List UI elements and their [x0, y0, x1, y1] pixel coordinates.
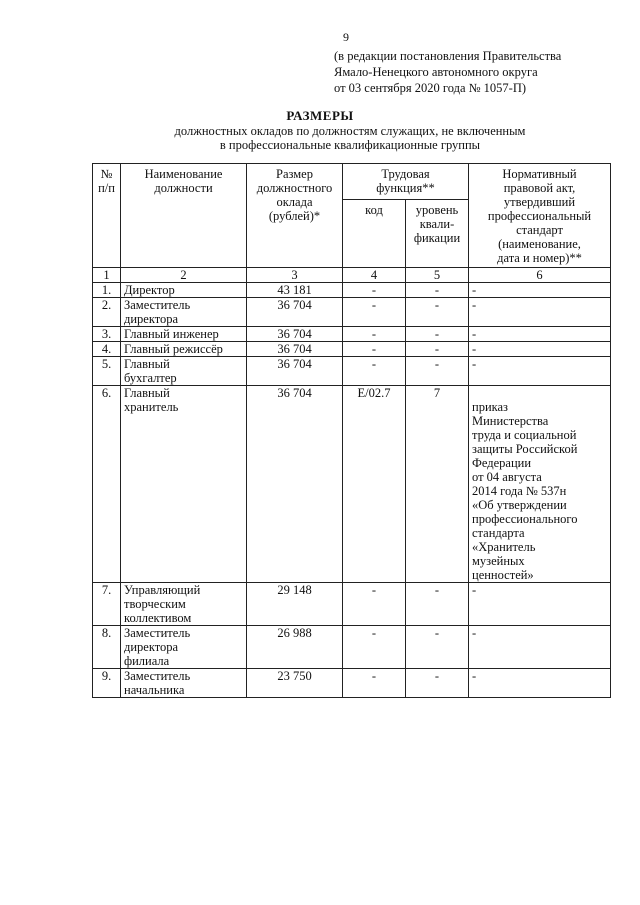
qualification-level: - [406, 327, 469, 342]
salary-value: 36 704 [247, 386, 343, 583]
header-line: должности [154, 181, 213, 195]
header-line: функция** [376, 181, 435, 195]
table-row [93, 626, 611, 669]
amendment-note [334, 48, 634, 96]
normative-act [469, 327, 611, 342]
cell-line: Главный [124, 386, 170, 400]
cell-line: филиала [124, 654, 170, 668]
salary-value: 43 181 [247, 283, 343, 298]
cell-line: директора [124, 312, 179, 326]
cell-line: хранитель [124, 400, 179, 414]
table-row [93, 583, 611, 626]
position-name [121, 298, 247, 327]
row-number: 8. [93, 626, 121, 669]
cell-line: - [472, 298, 477, 312]
page-number: 9 [343, 30, 349, 44]
header-line: п/п [98, 181, 115, 195]
normative-act [469, 283, 611, 298]
cell-line: бухгалтер [124, 371, 177, 385]
cell-line: - [472, 669, 477, 683]
normative-act [469, 357, 611, 386]
cell-line: стандарта [472, 526, 525, 540]
position-name [121, 357, 247, 386]
header-line: дата и номер)** [497, 251, 582, 265]
function-code: - [343, 583, 406, 626]
cell-line: - [472, 342, 477, 356]
header-line: должностного [256, 181, 333, 195]
cell-line: приказ [472, 400, 508, 414]
note-line: (в редакции постановления Правительства [334, 49, 562, 63]
cell-line: Федерации [472, 456, 532, 470]
row-number: 9. [93, 669, 121, 698]
function-code: - [343, 626, 406, 669]
cell-line: - [472, 357, 477, 371]
header-line: Размер [276, 167, 313, 181]
table-row [93, 342, 611, 357]
row-number: 1. [93, 283, 121, 298]
salary-value: 36 704 [247, 298, 343, 327]
qualification-level: 7 [406, 386, 469, 583]
salary-value: 36 704 [247, 342, 343, 357]
note-line: Ямало-Ненецкого автономного округа [334, 65, 538, 79]
row-number: 6. [93, 386, 121, 583]
position-name [121, 283, 247, 298]
position-name [121, 669, 247, 698]
cell-line: коллективом [124, 611, 192, 625]
header-line: № [100, 167, 113, 181]
header-line: Трудовая [381, 167, 430, 181]
function-code: - [343, 342, 406, 357]
table-row [93, 283, 611, 298]
table-row [93, 386, 611, 583]
header-line: фикации [413, 231, 461, 245]
column-index: 2 [121, 268, 247, 283]
position-name [121, 583, 247, 626]
cell-line: - [472, 583, 477, 597]
subtitle-line: в профессиональные квалификационные группы [219, 138, 481, 152]
row-number: 5. [93, 357, 121, 386]
cell-line: 2014 года № 537н [472, 484, 567, 498]
cell-line: от 04 августа [472, 470, 542, 484]
normative-act [469, 626, 611, 669]
header-line: квали- [419, 217, 455, 231]
function-code: - [343, 327, 406, 342]
cell-line: «Об утверждении [472, 498, 567, 512]
header-line: уровень [415, 203, 459, 217]
header-line: профессиональный [487, 209, 592, 223]
cell-line: творческим [124, 597, 186, 611]
normative-act [469, 342, 611, 357]
column-index: 4 [343, 268, 406, 283]
header-act [469, 164, 611, 268]
qualification-level: - [406, 342, 469, 357]
cell-line: начальника [124, 683, 185, 697]
column-index: 6 [469, 268, 611, 283]
row-number: 7. [93, 583, 121, 626]
normative-act [469, 386, 611, 583]
salary-value: 36 704 [247, 327, 343, 342]
column-index: 5 [406, 268, 469, 283]
cell-line: - [472, 327, 477, 341]
header-line: Наименование [144, 167, 223, 181]
function-code: - [343, 357, 406, 386]
cell-line: директора [124, 640, 179, 654]
document-title: РАЗМЕРЫ [286, 108, 354, 123]
salary-value: 36 704 [247, 357, 343, 386]
cell-line: Управляющий [124, 583, 201, 597]
salary-table [92, 163, 611, 698]
header-function [343, 164, 469, 200]
column-index: 1 [93, 268, 121, 283]
header-line: оклада [276, 195, 313, 209]
qualification-level: - [406, 583, 469, 626]
salary-value: 23 750 [247, 669, 343, 698]
cell-line: профессионального [472, 512, 578, 526]
cell-line: Министерства [472, 414, 549, 428]
row-number: 4. [93, 342, 121, 357]
qualification-level: - [406, 669, 469, 698]
function-code: - [343, 283, 406, 298]
qualification-level: - [406, 283, 469, 298]
normative-act [469, 583, 611, 626]
header-level [406, 200, 469, 268]
header-num [93, 164, 121, 268]
cell-line: - [472, 626, 477, 640]
cell-line: Директор [124, 283, 175, 297]
position-name [121, 342, 247, 357]
table-row [93, 669, 611, 698]
header-line: (наименование, [498, 237, 581, 251]
function-code: E/02.7 [343, 386, 406, 583]
cell-line: Заместитель [124, 626, 191, 640]
cell-line: «Хранитель [472, 540, 536, 554]
column-index: 3 [247, 268, 343, 283]
header-line: (рублей)* [268, 209, 321, 223]
cell-line: Заместитель [124, 669, 191, 683]
header-line: утвердивший [503, 195, 576, 209]
header-line: правовой акт, [503, 181, 576, 195]
cell-line: Главный инженер [124, 327, 219, 341]
normative-act [469, 298, 611, 327]
qualification-level: - [406, 626, 469, 669]
qualification-level: - [406, 298, 469, 327]
cell-line: труда и социальной [472, 428, 577, 442]
document-subtitle [0, 124, 640, 152]
function-code: - [343, 298, 406, 327]
header-code: код [343, 200, 406, 268]
table-row [93, 357, 611, 386]
cell-line [472, 386, 607, 400]
header-line: стандарт [516, 223, 563, 237]
header-salary [247, 164, 343, 268]
cell-line: Главный режиссёр [124, 342, 223, 356]
note-line: от 03 сентября 2020 года № 1057-П) [334, 81, 527, 95]
cell-line: музейных [472, 554, 525, 568]
cell-line: - [472, 283, 477, 297]
cell-line: Заместитель [124, 298, 191, 312]
cell-line: Главный [124, 357, 170, 371]
salary-value: 26 988 [247, 626, 343, 669]
salary-value: 29 148 [247, 583, 343, 626]
cell-line: защиты Российской [472, 442, 578, 456]
normative-act [469, 669, 611, 698]
header-line: Нормативный [502, 167, 577, 181]
position-name [121, 626, 247, 669]
qualification-level: - [406, 357, 469, 386]
function-code: - [343, 669, 406, 698]
position-name [121, 386, 247, 583]
position-name [121, 327, 247, 342]
cell-line: ценностей» [472, 568, 534, 582]
row-number: 3. [93, 327, 121, 342]
row-number: 2. [93, 298, 121, 327]
header-name [121, 164, 247, 268]
subtitle-line: должностных окладов по должностям служащих, не включенным [174, 124, 526, 138]
table-row [93, 298, 611, 327]
table-row [93, 327, 611, 342]
